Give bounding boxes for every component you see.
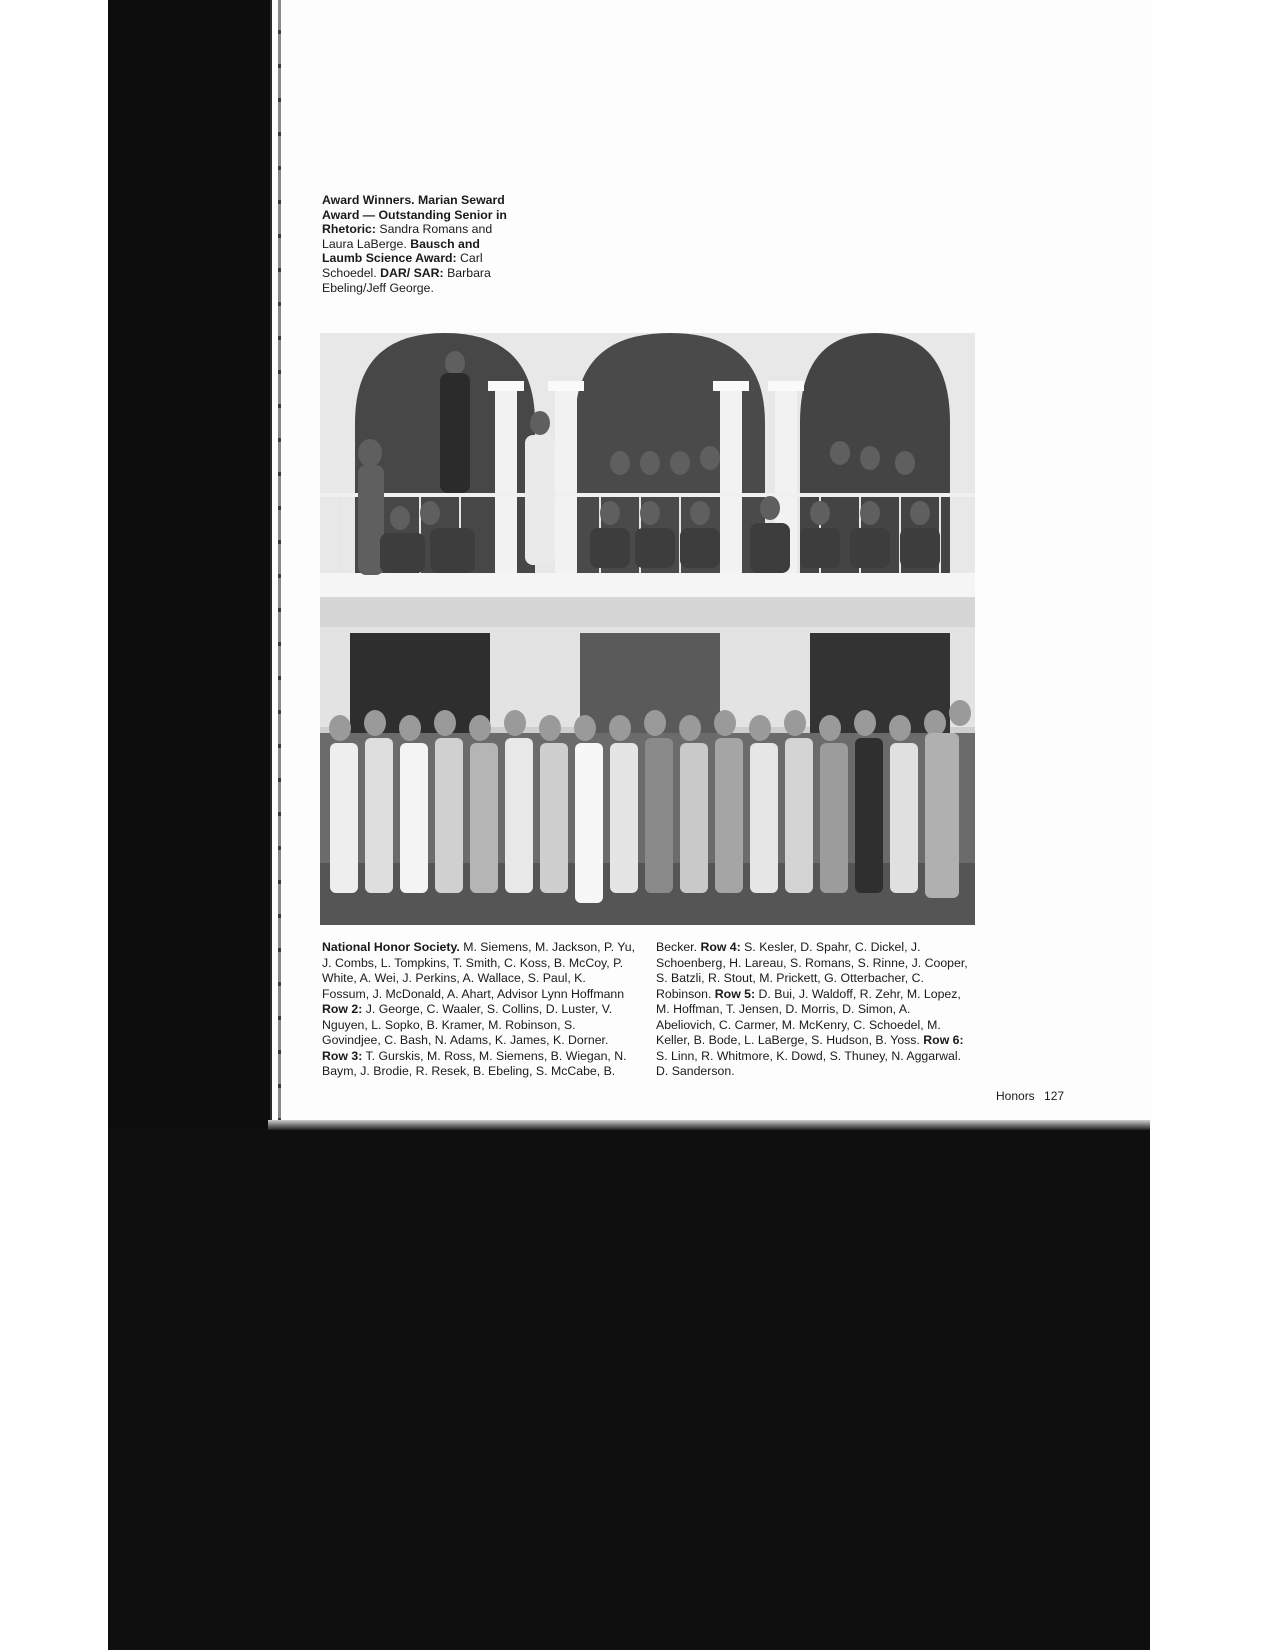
page-edge <box>268 1120 1150 1130</box>
scan-margin-right <box>1150 0 1275 1650</box>
caption-heading: Row 2: <box>322 1002 363 1016</box>
caption-text: Carl Schoedel. <box>322 251 483 280</box>
caption-text: T. Gurskis, M. Ross, M. Siemens, B. Wiegan, N. Baym, J. Brodie, R. Resek, B. Ebeling, S. McCabe, B. Becker. <box>322 940 701 1078</box>
caption-heading: National Honor Society. <box>322 940 460 954</box>
honor-society-caption <box>322 940 970 1080</box>
page-folio <box>996 1089 1064 1103</box>
page-binding <box>278 0 281 1120</box>
caption-text: S. Linn, R. Whitmore, K. Dowd, S. Thuney, N. Aggarwal. D. Sanderson. <box>656 1048 962 1078</box>
caption-text: S. Kesler, D. Spahr, C. Dickel, J. Schoenberg, H. Lareau, S. Romans, S. Rinne, J. Cooper, S. Batzli, R. Stout, M. Prickett, G. Otterbacher, C. Robinson. <box>656 940 968 1001</box>
caption-text: D. Bui, J. Waldoff, R. Zehr, M. Lopez, M. Hoffman, T. Jensen, D. Morris, D. Simon, A. Abeliovich, C. Carmer, M. McKenry, C. Schoedel, M. Keller, B. Bode, L. LaBerge, S. Hudson, B. Yoss. <box>656 986 961 1047</box>
caption-text: M. Siemens, M. Jackson, P. Yu, J. Combs, L. Tompkins, T. Smith, C. Koss, B. McCoy, P. White, A. Wei, J. Perkins, A. Wallace, S. Paul, K. Fossum, J. McDonald, A. Ahart, Advisor Lynn Hoffmann <box>322 940 635 1001</box>
caption-heading: Row 4: <box>700 940 741 954</box>
scan-border-bottom <box>108 1128 1153 1650</box>
caption-heading: Bausch and Laumb Science Award: <box>322 236 480 266</box>
folio-section: Honors <box>996 1089 1035 1103</box>
caption-text: Sandra Romans and Laura LaBerge. <box>322 222 493 251</box>
award-winners-caption <box>322 193 512 295</box>
group-photo <box>320 333 975 925</box>
folio-page-number: 127 <box>1044 1089 1065 1103</box>
caption-text: J. George, C. Waaler, S. Collins, D. Luster, V. Nguyen, L. Sopko, B. Kramer, M. Robinson, S. Govindjee, C. Bash, N. Adams, K. James, K. Dorner. <box>322 1002 613 1047</box>
caption-text: Barbara Ebeling/Jeff George. <box>322 265 491 295</box>
caption-heading: Row 5: <box>714 986 756 1001</box>
caption-heading: Award Winners. Marian Seward Award — Outstanding Senior in Rhetoric: <box>322 193 507 237</box>
caption-heading: Row 3: <box>322 1048 363 1063</box>
caption-heading: Row 6: <box>923 1033 964 1047</box>
caption-heading: DAR/ SAR: <box>380 265 444 280</box>
